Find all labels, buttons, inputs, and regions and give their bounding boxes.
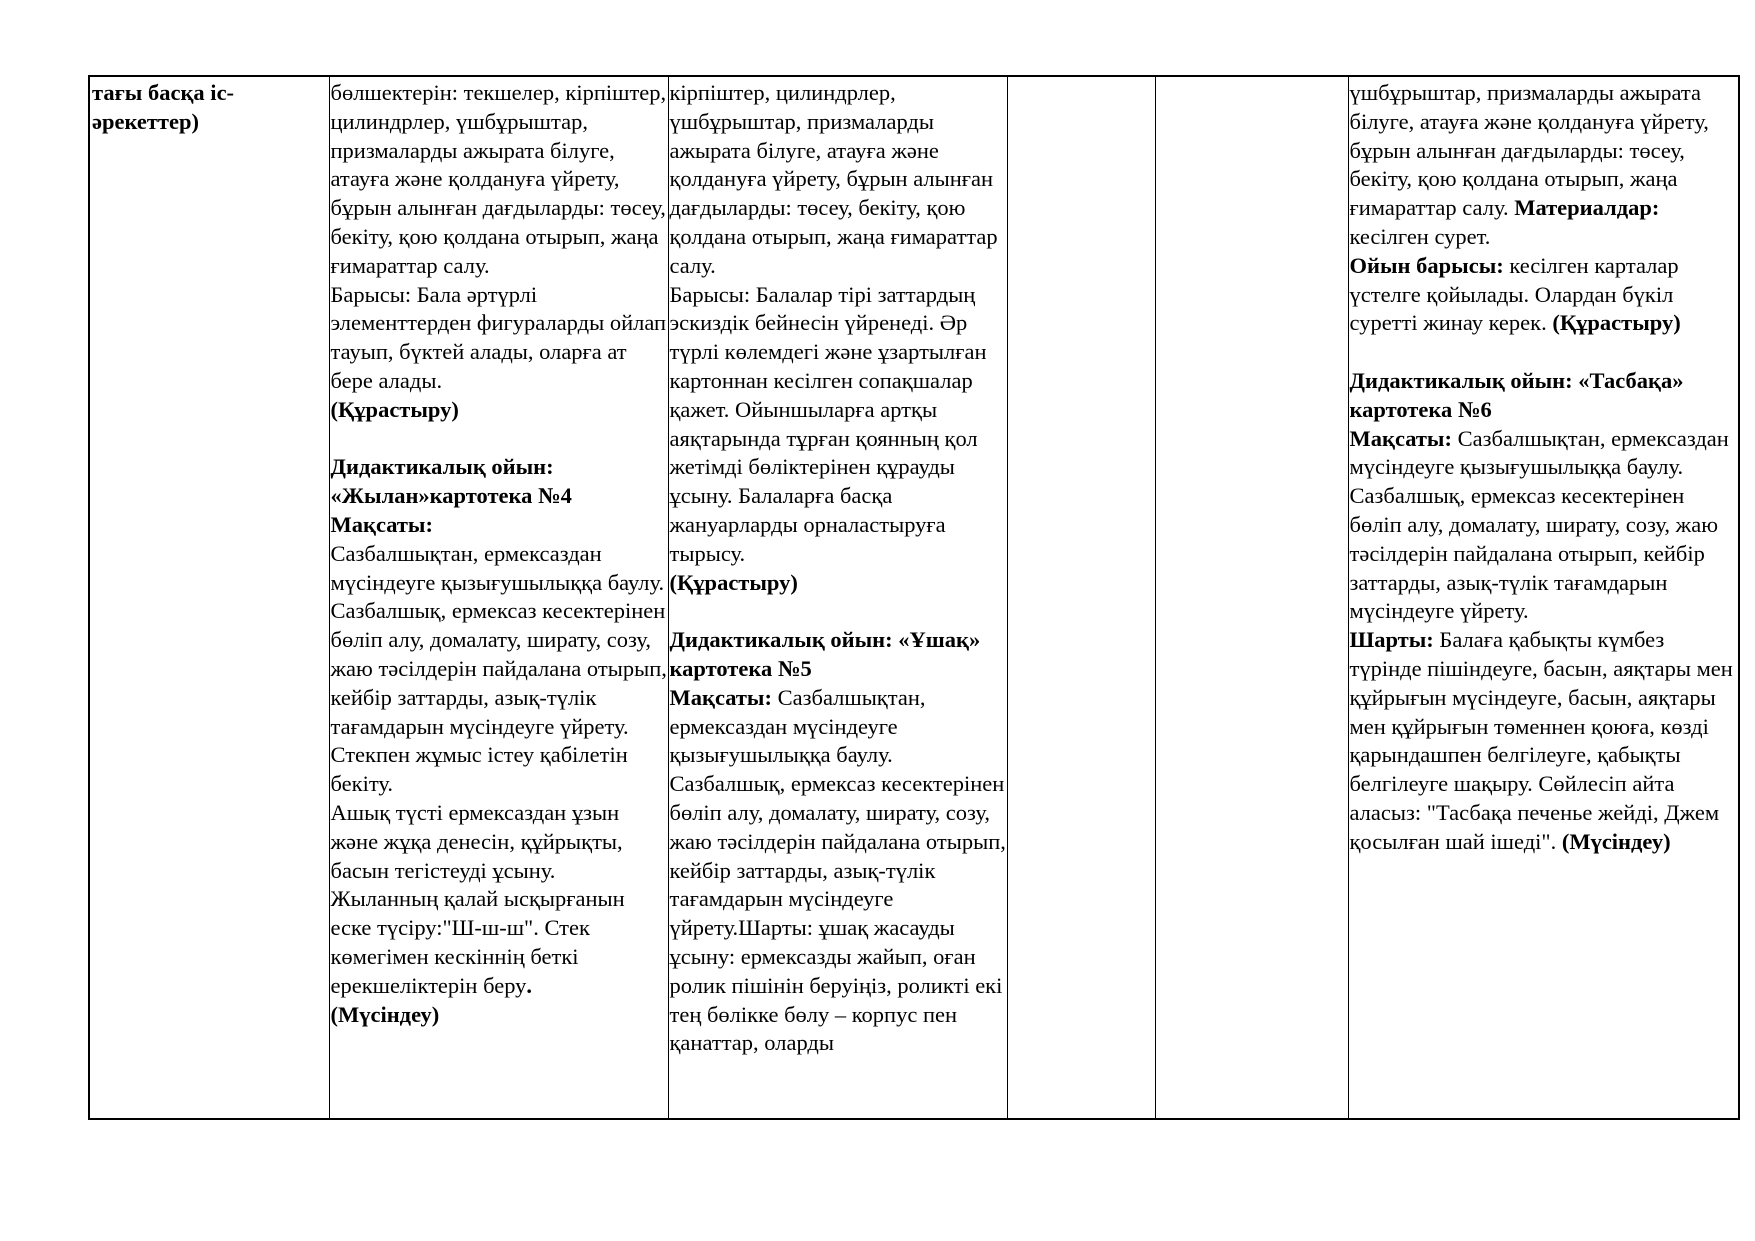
cell-day-6 (1348, 76, 1739, 1119)
progress-text: кесілген карталар үстелге қойылады. Олардан бүкіл суретті жинау керек. (1349, 252, 1679, 336)
game-title: Дидактикалық ойын: «Ұшақ» картотека №5 (669, 627, 981, 681)
game-title: Дидактикалық ойын: «Тасбақа» картотека №6 (1349, 367, 1684, 422)
materials-text: кесілген сурет. (1349, 223, 1491, 249)
game-title: Дидактикалық ойын: «Жылан»картотека №4 (330, 454, 572, 509)
paragraph: Сазбалшықтан, ермексаздан мүсіндеуге қызығушылыққа баулу. Сазбалшық, ермексаз кесектерінен бөліп алу, домалату, ширату, созу, жаю тәсілдерін пайдалана отырып, кейбір заттарды, азық-түлік тағамдарын мүсіндеуге үйрету. Стекпен жұмыс істеу қабілетін бекіту. (330, 540, 667, 797)
paragraph-end: . (526, 972, 533, 998)
paragraph (1350, 79, 1739, 252)
activity-table (88, 75, 1740, 1120)
goal-label: Мақсаты: (669, 684, 772, 710)
paragraph-text: Сазбалшықтан, ермексаздан мүсіндеуге қызығушылыққа баулу. Сазбалшық, ермексаз кесектерінен бөліп алу, домалату, ширату, созу, жаю тәсілдерін пайдалана отырып, кейбір заттарды, азық-түлік тағамдарын мүсіндеуге үйрету.Шарты: ұшақ жасауды ұсыну: ермексазды жайып, оған ролик пішінін беруіңіз, роликті екі тең бөлікке бөлу – корпус пен қанаттар, оларды (669, 684, 1006, 1056)
paragraph: кірпіштер, цилиндрлер, үшбұрыштар, призмаларды ажырата білуге, атауға және қолдануға үйрету, бұрын алынған дағдыларды: төсеу, бекіту, қою қолдана отырып, жаңа ғимараттар салу. (669, 80, 998, 278)
spacer (331, 425, 668, 454)
condition-label: Шарты: (1349, 627, 1434, 653)
goal-label: Мақсаты: (1349, 425, 1452, 451)
paragraph: Барысы: Бала әртүрлі элементтерден фигураларды ойлап тауып, бүктей алады, оларға ат бере алады. (330, 281, 667, 393)
paragraph (1350, 252, 1739, 338)
paragraph (670, 684, 1007, 1058)
cell-day-2 (329, 76, 668, 1119)
activity-type-text: тағы басқа іс-әрекеттер) (92, 80, 235, 134)
activity-tag: (Мүсіндеу) (330, 1001, 440, 1027)
paragraph-text: үшбұрыштар, призмаларды ажырата білуге, атауға және қолдануға үйрету, бұрын алынған дағдыларды: төсеу, бекіту, қою қолдана отырып, жаңа ғимараттар салу. (1349, 80, 1709, 221)
paragraph (331, 799, 668, 1001)
condition-text: Балаға қабықты күмбез түрінде пішіндеуге, басын, аяқтары мен құйрығын мүсіндеуге, басын, аяқтары мен құйрығын төменнен қоюға, көзді қарындашпен белгілеуге, қабықты белгілеуге шақыру. Сөйлесіп айта аласыз: "Тасбақа печенье жейді, Джем қосылған шай ішеді". (1349, 627, 1733, 854)
materials-label: Материалдар: (1514, 195, 1660, 221)
activity-tag: (Мүсіндеу) (1561, 828, 1671, 854)
paragraph (1350, 626, 1739, 856)
paragraph: бөлшектерін: текшелер, кірпіштер, цилиндрлер, үшбұрыштар, призмаларды ажырата білуге, атауға және қолдануға үйрету, бұрын алынған дағдыларды: төсеу, бекіту, қою қолдана отырып, жаңа ғимараттар салу. (330, 80, 667, 278)
paragraph (1350, 425, 1739, 627)
activity-tag: (Құрастыру) (669, 569, 798, 595)
goal-text: Сазбалшықтан, ермексаздан мүсіндеуге қызығушылыққа баулу. Сазбалшық, ермексаз кесектерінен бөліп алу, домалату, ширату, созу, жаю тәсілдерін пайдалана отырып, кейбір заттарды, азық-түлік тағамдарын мүсіндеуге үйрету. (1349, 425, 1729, 624)
progress-label: Ойын барысы: (1349, 252, 1504, 278)
cell-day-5 (1155, 76, 1348, 1119)
spacer (1350, 338, 1739, 367)
activity-tag: (Құрастыру) (1552, 310, 1681, 336)
goal-label: Мақсаты: (330, 511, 433, 537)
paragraph: Барысы: Балалар тірі заттардың эскиздік бейнесін үйренеді. Әр түрлі көлемдегі және ұзартылған картоннан кесілген сопақшалар қажет. Ойыншыларға артқы аяқтарында тұрған қоянның қол жетімді бөліктерінен құрауды ұсыну. Балаларға басқа жануарларды орналастыруға тырысу. (669, 281, 987, 566)
cell-activity-type (89, 76, 329, 1119)
activity-tag: (Құрастыру) (330, 396, 459, 422)
spacer (670, 597, 1007, 626)
cell-day-3 (668, 76, 1007, 1119)
cell-day-4 (1007, 76, 1155, 1119)
paragraph-text: Ашық түсті ермексаздан ұзын және жұқа денесін, құйрықты, басын тегістеуді ұсыну. Жыланның қалай ысқырғанын еске түсіру:"Ш-ш-ш". Стек көмегімен кескіннің беткі ерекшеліктерін беру (330, 799, 625, 998)
table-row (89, 76, 1739, 1119)
